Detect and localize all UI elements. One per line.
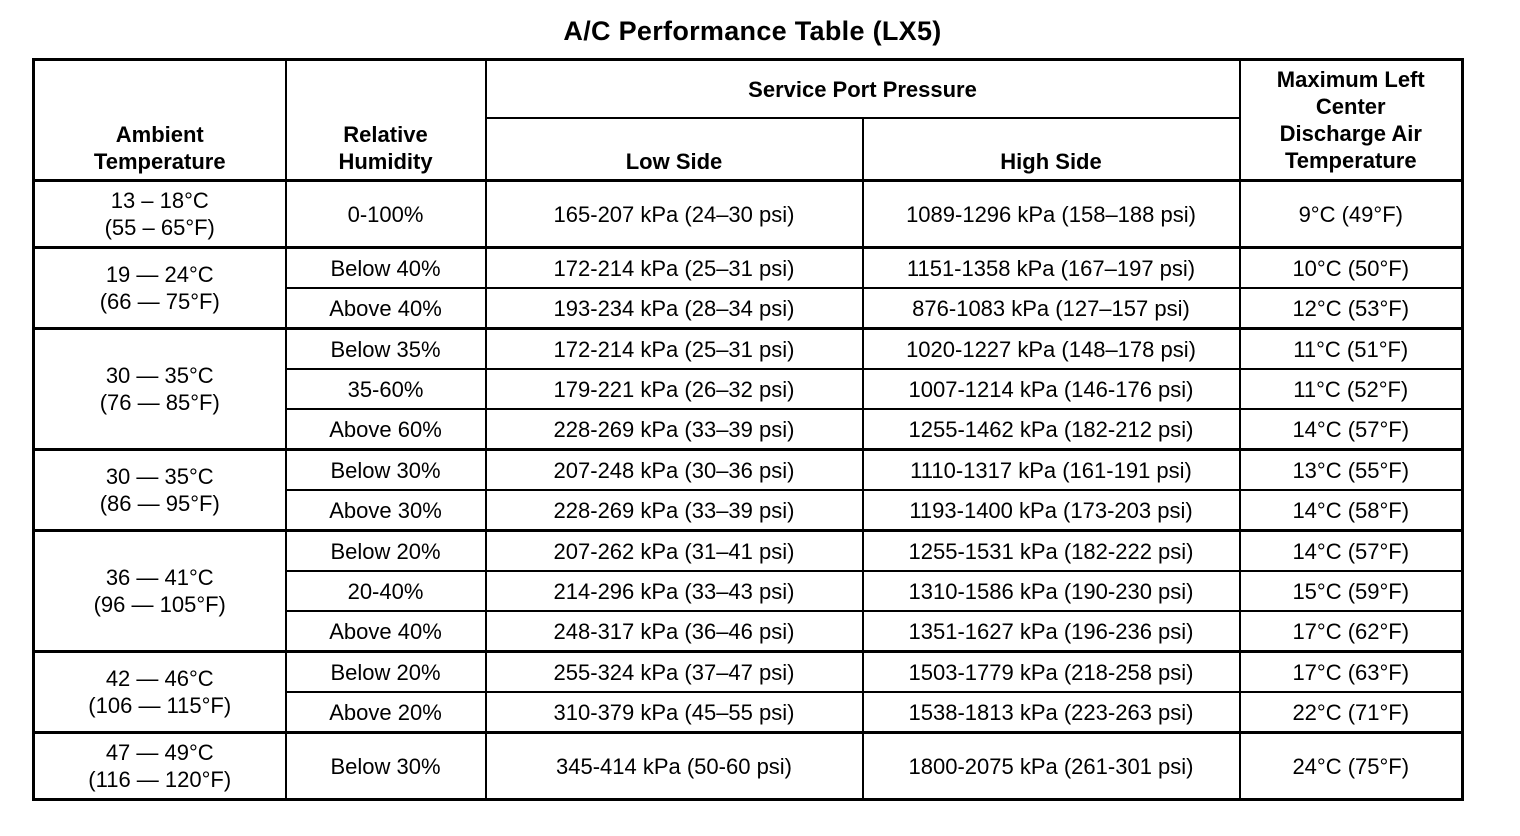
- max-discharge-temp-cell: 11°C (52°F): [1240, 369, 1463, 409]
- max-discharge-temp-cell: 9°C (49°F): [1240, 181, 1463, 248]
- ambient-temperature-cell: [34, 329, 286, 450]
- header-humidity-line2: Humidity: [338, 149, 433, 174]
- high-side-pressure-cell: 1007-1214 kPa (146-176 psi): [863, 369, 1240, 409]
- ambient-temperature-cell: [34, 450, 286, 531]
- high-side-pressure-cell: 1503-1779 kPa (218-258 psi): [863, 652, 1240, 693]
- table-body: [34, 181, 1463, 800]
- low-side-pressure-cell: 179-221 kPa (26–32 psi): [486, 369, 863, 409]
- high-side-pressure-cell: 1351-1627 kPa (196-236 psi): [863, 611, 1240, 652]
- max-discharge-temp-cell: 14°C (57°F): [1240, 409, 1463, 450]
- low-side-pressure-cell: 310-379 kPa (45–55 psi): [486, 692, 863, 733]
- low-side-pressure-cell: 214-296 kPa (33–43 psi): [486, 571, 863, 611]
- high-side-pressure-cell: 1800-2075 kPa (261-301 psi): [863, 733, 1240, 800]
- ambient-fahrenheit: (55 – 65°F): [104, 215, 215, 240]
- header-high-side: High Side: [863, 118, 1240, 181]
- ambient-temperature-cell: [34, 181, 286, 248]
- ambient-fahrenheit: (86 — 95°F): [99, 491, 220, 516]
- ambient-celsius: 13 – 18°C: [110, 188, 209, 213]
- ac-performance-table: [32, 58, 1464, 801]
- humidity-cell: 0-100%: [286, 181, 486, 248]
- ambient-celsius: 36 — 41°C: [105, 565, 214, 590]
- low-side-pressure-cell: 207-248 kPa (30–36 psi): [486, 450, 863, 491]
- high-side-pressure-cell: 1255-1462 kPa (182-212 psi): [863, 409, 1240, 450]
- table-row: [34, 181, 1463, 248]
- humidity-cell: Below 30%: [286, 733, 486, 800]
- header-ambient-line2: Temperature: [93, 149, 226, 174]
- low-side-pressure-cell: 165-207 kPa (24–30 psi): [486, 181, 863, 248]
- humidity-cell: Below 40%: [286, 248, 486, 289]
- max-discharge-temp-cell: 24°C (75°F): [1240, 733, 1463, 800]
- humidity-cell: Above 40%: [286, 611, 486, 652]
- high-side-pressure-cell: 1089-1296 kPa (158–188 psi): [863, 181, 1240, 248]
- ambient-fahrenheit: (76 — 85°F): [99, 390, 220, 415]
- table-row: [34, 450, 1463, 491]
- table-row: [34, 733, 1463, 800]
- max-discharge-temp-cell: 17°C (63°F): [1240, 652, 1463, 693]
- ambient-fahrenheit: (96 — 105°F): [93, 592, 226, 617]
- header-max-discharge-temp: [1240, 60, 1463, 181]
- ambient-fahrenheit: (116 — 120°F): [88, 767, 232, 792]
- ambient-temperature-cell: [34, 248, 286, 329]
- humidity-cell: Above 40%: [286, 288, 486, 329]
- header-max-line4: Temperature: [1284, 148, 1417, 173]
- max-discharge-temp-cell: 14°C (58°F): [1240, 490, 1463, 531]
- header-humidity-line1: Relative: [343, 122, 428, 147]
- header-row-top: [34, 60, 1463, 119]
- ambient-fahrenheit: (66 — 75°F): [99, 289, 220, 314]
- max-discharge-temp-cell: 12°C (53°F): [1240, 288, 1463, 329]
- humidity-cell: Below 20%: [286, 652, 486, 693]
- low-side-pressure-cell: 207-262 kPa (31–41 psi): [486, 531, 863, 572]
- table-header: [34, 60, 1463, 181]
- ambient-celsius: 47 — 49°C: [105, 740, 214, 765]
- low-side-pressure-cell: 228-269 kPa (33–39 psi): [486, 409, 863, 450]
- low-side-pressure-cell: 228-269 kPa (33–39 psi): [486, 490, 863, 531]
- ambient-celsius: 42 — 46°C: [105, 666, 214, 691]
- header-max-line3: Discharge Air: [1279, 121, 1422, 146]
- max-discharge-temp-cell: 15°C (59°F): [1240, 571, 1463, 611]
- table-row: [34, 531, 1463, 572]
- max-discharge-temp-cell: 22°C (71°F): [1240, 692, 1463, 733]
- header-service-port-pressure: Service Port Pressure: [486, 60, 1240, 119]
- high-side-pressure-cell: 876-1083 kPa (127–157 psi): [863, 288, 1240, 329]
- ambient-celsius: 30 — 35°C: [105, 363, 214, 388]
- max-discharge-temp-cell: 17°C (62°F): [1240, 611, 1463, 652]
- ambient-temperature-cell: [34, 733, 286, 800]
- low-side-pressure-cell: 345-414 kPa (50-60 psi): [486, 733, 863, 800]
- low-side-pressure-cell: 248-317 kPa (36–46 psi): [486, 611, 863, 652]
- max-discharge-temp-cell: 11°C (51°F): [1240, 329, 1463, 370]
- table-row: [34, 652, 1463, 693]
- humidity-cell: Below 30%: [286, 450, 486, 491]
- high-side-pressure-cell: 1538-1813 kPa (223-263 psi): [863, 692, 1240, 733]
- table-title: A/C Performance Table (LX5): [563, 16, 942, 46]
- ambient-temperature-cell: [34, 531, 286, 652]
- ambient-celsius: 19 — 24°C: [105, 262, 214, 287]
- high-side-pressure-cell: 1255-1531 kPa (182-222 psi): [863, 531, 1240, 572]
- high-side-pressure-cell: 1310-1586 kPa (190-230 psi): [863, 571, 1240, 611]
- humidity-cell: Above 60%: [286, 409, 486, 450]
- high-side-pressure-cell: 1193-1400 kPa (173-203 psi): [863, 490, 1240, 531]
- header-max-line1: Maximum Left: [1276, 67, 1425, 92]
- header-ambient-temperature: [34, 60, 286, 181]
- header-relative-humidity: [286, 60, 486, 181]
- ambient-temperature-cell: [34, 652, 286, 733]
- humidity-cell: Below 20%: [286, 531, 486, 572]
- table-row: [34, 248, 1463, 289]
- high-side-pressure-cell: 1151-1358 kPa (167–197 psi): [863, 248, 1240, 289]
- max-discharge-temp-cell: 13°C (55°F): [1240, 450, 1463, 491]
- max-discharge-temp-cell: 10°C (50°F): [1240, 248, 1463, 289]
- humidity-cell: 20-40%: [286, 571, 486, 611]
- header-low-side: Low Side: [486, 118, 863, 181]
- low-side-pressure-cell: 193-234 kPa (28–34 psi): [486, 288, 863, 329]
- table-row: [34, 329, 1463, 370]
- header-ambient-line1: Ambient: [115, 122, 204, 147]
- ambient-celsius: 30 — 35°C: [105, 464, 214, 489]
- low-side-pressure-cell: 172-214 kPa (25–31 psi): [486, 329, 863, 370]
- low-side-pressure-cell: 255-324 kPa (37–47 psi): [486, 652, 863, 693]
- max-discharge-temp-cell: 14°C (57°F): [1240, 531, 1463, 572]
- high-side-pressure-cell: 1110-1317 kPa (161-191 psi): [863, 450, 1240, 491]
- humidity-cell: Above 20%: [286, 692, 486, 733]
- humidity-cell: Above 30%: [286, 490, 486, 531]
- header-max-line2: Center: [1315, 94, 1386, 119]
- humidity-cell: Below 35%: [286, 329, 486, 370]
- humidity-cell: 35-60%: [286, 369, 486, 409]
- ambient-fahrenheit: (106 — 115°F): [88, 693, 232, 718]
- low-side-pressure-cell: 172-214 kPa (25–31 psi): [486, 248, 863, 289]
- high-side-pressure-cell: 1020-1227 kPa (148–178 psi): [863, 329, 1240, 370]
